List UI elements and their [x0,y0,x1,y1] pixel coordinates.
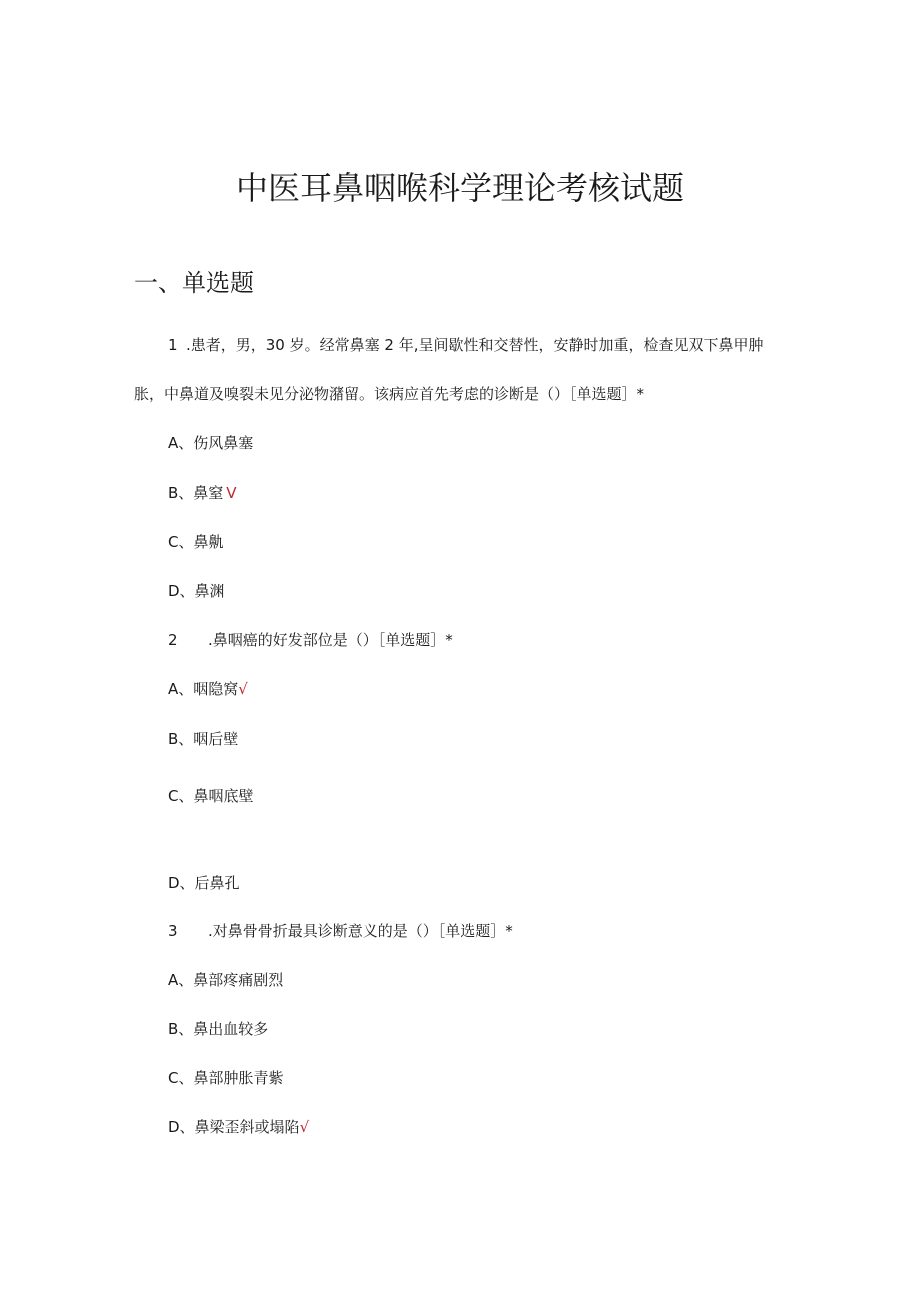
option-b [168,1018,271,1040]
answer-mark: V [226,484,237,502]
option-b [168,728,241,750]
question-text: .患者，男，30 岁。经常鼻塞 2 年,呈间歇性和交替性，安静时加重，检查见双下鼻甲肿 [186,336,764,354]
option-c [168,531,226,553]
question-number: 2 [168,631,178,649]
option-label: C、鼻咽底壁 [168,787,254,805]
answer-mark: √ [299,1118,310,1136]
option-label: A、鼻部疼痛剧烈 [168,971,284,989]
question-number: 3 [168,922,178,940]
question-number: 1 [168,336,178,354]
option-label: A、伤风鼻塞 [168,434,254,452]
option-d [168,1116,309,1138]
option-a [168,969,286,991]
option-a [168,432,256,454]
option-label: B、鼻出血较多 [168,1020,269,1038]
option-label: D、鼻梁歪斜或塌陷 [168,1118,300,1136]
document-title: 中医耳鼻咽喉科学理论考核试题 [235,169,684,207]
question-text: .对鼻骨骨折最具诊断意义的是（）［单选题］* [208,922,513,940]
option-label: D、鼻渊 [168,582,225,600]
option-label: C、鼻鼽 [168,533,224,551]
option-label: D、后鼻孔 [168,874,240,892]
option-label: B、鼻窒 [168,484,224,502]
question-text-continued: 胀，中鼻道及嗅裂未见分泌物潴留。该病应首先考虑的诊断是（）［单选题］* [134,385,645,403]
section-heading: 一、单选题 [134,269,254,297]
option-a [168,678,248,700]
option-c [168,1067,286,1089]
question-text: .鼻咽癌的好发部位是（）［单选题］* [208,631,453,649]
option-label: A、咽隐窝 [168,680,239,698]
option-b [168,482,237,504]
option-d [168,872,243,894]
option-d [168,580,228,602]
option-c [168,785,256,807]
option-label: C、鼻部肿胀青紫 [168,1069,284,1087]
option-label: B、咽后壁 [168,730,239,748]
answer-mark: √ [238,680,248,698]
